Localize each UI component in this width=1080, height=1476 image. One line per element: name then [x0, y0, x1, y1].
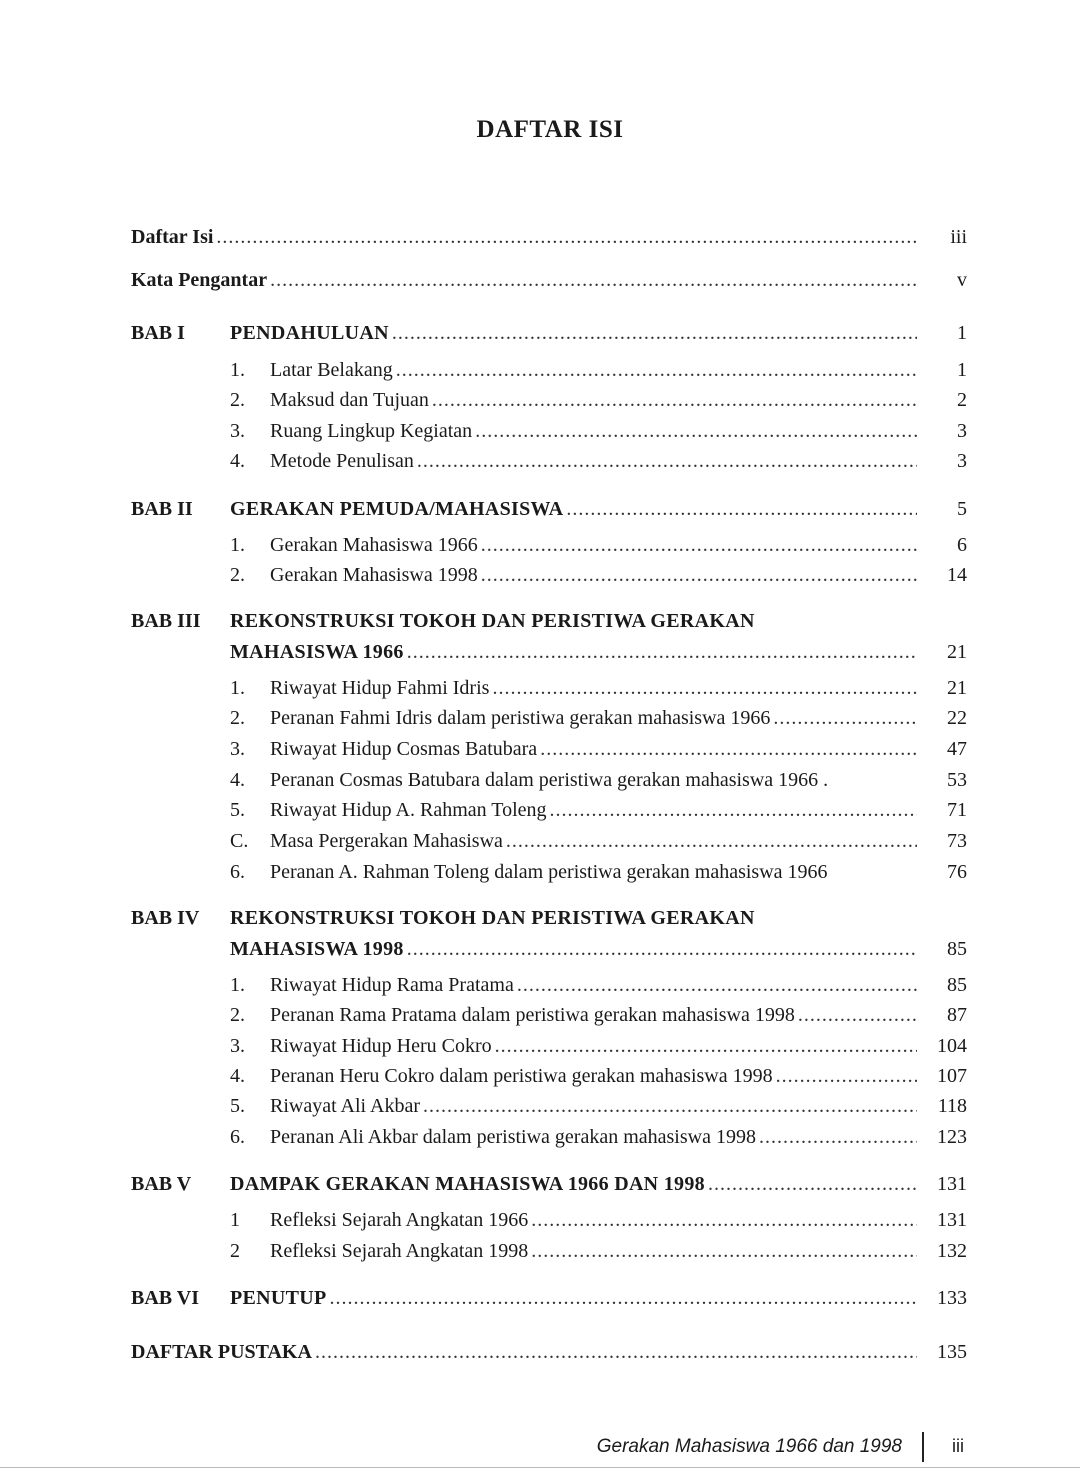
entry-title: DAMPAK GERAKAN MAHASISWA 1966 DAN 1998 [230, 1173, 705, 1195]
entry-title: Riwayat Hidup Cosmas Batubara [270, 738, 538, 760]
toc-entry-chapter [131, 1283, 967, 1313]
entry-title: Riwayat Hidup Heru Cokro [270, 1035, 492, 1057]
entry-page-number: 1 [957, 322, 967, 344]
entry-page-number: 14 [947, 564, 967, 586]
toc-entry-top [131, 222, 967, 252]
entry-number: 1 [230, 1209, 240, 1231]
chapter-label: BAB III [131, 610, 201, 632]
page-title: DAFTAR ISI [476, 116, 624, 143]
entry-title: Refleksi Sejarah Angkatan 1966 [270, 1209, 529, 1231]
toc-entry-sub [131, 1091, 967, 1121]
dot-leader [417, 446, 917, 476]
toc-entry-sub [131, 1205, 967, 1235]
entry-body [270, 857, 917, 887]
dot-leader [315, 1337, 917, 1367]
entry-body [270, 355, 917, 385]
chapter-label: BAB IV [131, 907, 200, 929]
entry-title: Peranan Fahmi Idris dalam peristiwa gerakan mahasiswa 1966 [270, 707, 771, 729]
entry-title: Ruang Lingkup Kegiatan [270, 420, 473, 442]
dot-leader [566, 494, 917, 524]
dot-leader [517, 970, 917, 1000]
entry-number: 3. [230, 1035, 245, 1057]
entry-page-number: 73 [947, 830, 967, 852]
chapter-label: BAB I [131, 322, 185, 344]
toc-entry-top [131, 265, 967, 295]
footer-page-number: iii [952, 1436, 964, 1456]
toc-entry-chapter [131, 903, 967, 933]
entry-body [230, 606, 917, 636]
entry-title: Kata Pengantar [131, 269, 268, 291]
dot-leader [540, 734, 917, 764]
entry-title: MAHASISWA 1966 [230, 641, 404, 663]
entry-body [270, 765, 917, 795]
entry-number: 5. [230, 799, 245, 821]
entry-body [131, 222, 917, 252]
footer-rule [0, 1467, 1080, 1468]
dot-leader [708, 1169, 917, 1199]
entry-title: Peranan Cosmas Batubara dalam peristiwa gerakan mahasiswa 1966 . [270, 769, 829, 791]
entry-number: 1. [230, 359, 245, 381]
dot-leader [798, 1000, 917, 1030]
entry-title: REKONSTRUKSI TOKOH DAN PERISTIWA GERAKAN [230, 907, 755, 929]
entry-page-number: 135 [937, 1341, 967, 1363]
toc-entry-sub [131, 795, 967, 825]
entry-page-number: 76 [947, 861, 967, 883]
dot-leader [481, 560, 917, 590]
entry-body [270, 446, 917, 476]
toc-entry-sub [131, 446, 967, 476]
entry-body [270, 1091, 917, 1121]
entry-page-number: 21 [947, 641, 967, 663]
entry-page-number: 47 [947, 738, 967, 760]
toc-entry-sub [131, 857, 967, 887]
entry-title: DAFTAR PUSTAKA [131, 1341, 312, 1363]
entry-page-number: 2 [957, 389, 967, 411]
entry-page-number: 118 [937, 1095, 967, 1117]
entry-page-number: 107 [937, 1065, 967, 1087]
toc-entry-cont [131, 934, 967, 964]
entry-title: Masa Pergerakan Mahasiswa [270, 830, 503, 852]
entry-body [270, 1122, 917, 1152]
entry-title: Riwayat Hidup Fahmi Idris [270, 677, 490, 699]
dot-leader [396, 355, 917, 385]
toc-entry-chapter [131, 1169, 967, 1199]
entry-title: Peranan Ali Akbar dalam peristiwa gerakan mahasiswa 1998 [270, 1126, 756, 1148]
entry-body [270, 1031, 917, 1061]
entry-page-number: 131 [937, 1209, 967, 1231]
dot-leader [531, 1205, 917, 1235]
entry-body [270, 530, 917, 560]
dot-leader [759, 1122, 917, 1152]
entry-number: 2. [230, 564, 245, 586]
entry-number: 4. [230, 450, 245, 472]
toc-entry-sub [131, 560, 967, 590]
entry-title: Peranan Rama Pratama dalam peristiwa gerakan mahasiswa 1998 [270, 1004, 795, 1026]
entry-number: 3. [230, 738, 245, 760]
entry-body [270, 826, 917, 856]
entry-title: GERAKAN PEMUDA/MAHASISWA [230, 498, 564, 520]
entry-page-number: 1 [957, 359, 967, 381]
toc-entry-chapter [131, 318, 967, 348]
toc-entry-sub [131, 1122, 967, 1152]
entry-page-number: 133 [937, 1287, 967, 1309]
entry-body [230, 934, 917, 964]
entry-page-number: 3 [957, 420, 967, 442]
toc-entry-sub [131, 765, 967, 795]
entry-title: PENDAHULUAN [230, 322, 389, 344]
entry-number: 1. [230, 974, 245, 996]
toc-entry-sub [131, 1236, 967, 1266]
entry-page-number: 5 [957, 498, 967, 520]
entry-page-number: 123 [937, 1126, 967, 1148]
entry-body [270, 734, 917, 764]
entry-page-number: 53 [947, 769, 967, 791]
toc-entry-chapter [131, 606, 967, 636]
entry-body [270, 673, 917, 703]
toc-entry-sub [131, 703, 967, 733]
entry-title: PENUTUP [230, 1287, 327, 1309]
entry-body [270, 795, 917, 825]
entry-page-number: 104 [937, 1035, 967, 1057]
entry-title: Refleksi Sejarah Angkatan 1998 [270, 1240, 529, 1262]
entry-title: MAHASISWA 1998 [230, 938, 404, 960]
toc-entry-cont [131, 637, 967, 667]
entry-title: Peranan A. Rahman Toleng dalam peristiwa gerakan mahasiswa 1966 [270, 861, 828, 883]
entry-body [270, 970, 917, 1000]
dot-leader [432, 385, 917, 415]
entry-number: 2. [230, 707, 245, 729]
entry-body [131, 265, 917, 295]
entry-title: Daftar Isi [131, 226, 214, 248]
entry-body [270, 416, 917, 446]
dot-leader [475, 416, 917, 446]
dot-leader [773, 703, 917, 733]
dot-leader [481, 530, 917, 560]
dot-leader [270, 265, 917, 295]
toc-entry-sub [131, 355, 967, 385]
toc-entry-sub [131, 1061, 967, 1091]
entry-body [270, 560, 917, 590]
entry-page-number: 85 [947, 974, 967, 996]
entry-title: Riwayat Hidup A. Rahman Toleng [270, 799, 547, 821]
chapter-label: BAB II [131, 498, 193, 520]
entry-number: 4. [230, 769, 245, 791]
toc-entry-sub [131, 530, 967, 560]
entry-title: Gerakan Mahasiswa 1966 [270, 534, 478, 556]
entry-body [270, 703, 917, 733]
entry-title: Maksud dan Tujuan [270, 389, 429, 411]
dot-leader [531, 1236, 917, 1266]
toc-entry-sub [131, 734, 967, 764]
entry-body [270, 1205, 917, 1235]
entry-page-number: 87 [947, 1004, 967, 1026]
toc-entry-sub [131, 673, 967, 703]
dot-leader [776, 1061, 917, 1091]
dot-leader [407, 934, 917, 964]
footer-divider [922, 1432, 924, 1462]
dot-leader [506, 826, 917, 856]
entry-number: 3. [230, 420, 245, 442]
entry-title: Riwayat Hidup Rama Pratama [270, 974, 514, 996]
entry-page-number: iii [950, 226, 967, 248]
dot-leader [495, 1031, 917, 1061]
entry-number: 1. [230, 677, 245, 699]
entry-page-number: 6 [957, 534, 967, 556]
entry-body [230, 637, 917, 667]
chapter-label: BAB V [131, 1173, 192, 1195]
toc-entry-sub [131, 970, 967, 1000]
entry-body [230, 1169, 917, 1199]
entry-body [230, 318, 917, 348]
toc-entry-sub [131, 385, 967, 415]
dot-leader [330, 1283, 917, 1313]
toc-entry-sub [131, 416, 967, 446]
entry-title: Gerakan Mahasiswa 1998 [270, 564, 478, 586]
entry-number: 2. [230, 389, 245, 411]
dot-leader [407, 637, 917, 667]
entry-page-number: 22 [947, 707, 967, 729]
dot-leader [550, 795, 917, 825]
entry-page-number: 131 [937, 1173, 967, 1195]
entry-body [230, 494, 917, 524]
entry-number: 6. [230, 1126, 245, 1148]
entry-body [270, 1000, 917, 1030]
toc-entry-top [131, 1337, 967, 1367]
footer-book-title: Gerakan Mahasiswa 1966 dan 1998 [596, 1436, 902, 1457]
entry-title: REKONSTRUKSI TOKOH DAN PERISTIWA GERAKAN [230, 610, 755, 632]
entry-page-number: 21 [947, 677, 967, 699]
chapter-label: BAB VI [131, 1287, 199, 1309]
entry-number: 2. [230, 1004, 245, 1026]
entry-number: 2 [230, 1240, 240, 1262]
dot-leader [392, 318, 917, 348]
entry-page-number: 3 [957, 450, 967, 472]
entry-number: 4. [230, 1065, 245, 1087]
entry-number: 6. [230, 861, 245, 883]
entry-title: Riwayat Ali Akbar [270, 1095, 420, 1117]
entry-page-number: v [957, 269, 967, 291]
entry-body [230, 903, 917, 933]
dot-leader [423, 1091, 917, 1121]
entry-page-number: 85 [947, 938, 967, 960]
entry-number: 1. [230, 534, 245, 556]
entry-title: Latar Belakang [270, 359, 393, 381]
entry-body [131, 1337, 917, 1367]
entry-body [230, 1283, 917, 1313]
toc-entry-sub [131, 826, 967, 856]
entry-page-number: 71 [947, 799, 967, 821]
toc-entry-sub [131, 1031, 967, 1061]
entry-body [270, 1061, 917, 1091]
entry-number: 5. [230, 1095, 245, 1117]
entry-title: Peranan Heru Cokro dalam peristiwa gerakan mahasiswa 1998 [270, 1065, 773, 1087]
entry-body [270, 385, 917, 415]
entry-body [270, 1236, 917, 1266]
dot-leader [492, 673, 917, 703]
entry-number: C. [230, 830, 249, 852]
dot-leader [216, 222, 917, 252]
toc-entry-sub [131, 1000, 967, 1030]
entry-page-number: 132 [937, 1240, 967, 1262]
toc-entry-chapter [131, 494, 967, 524]
entry-title: Metode Penulisan [270, 450, 414, 472]
